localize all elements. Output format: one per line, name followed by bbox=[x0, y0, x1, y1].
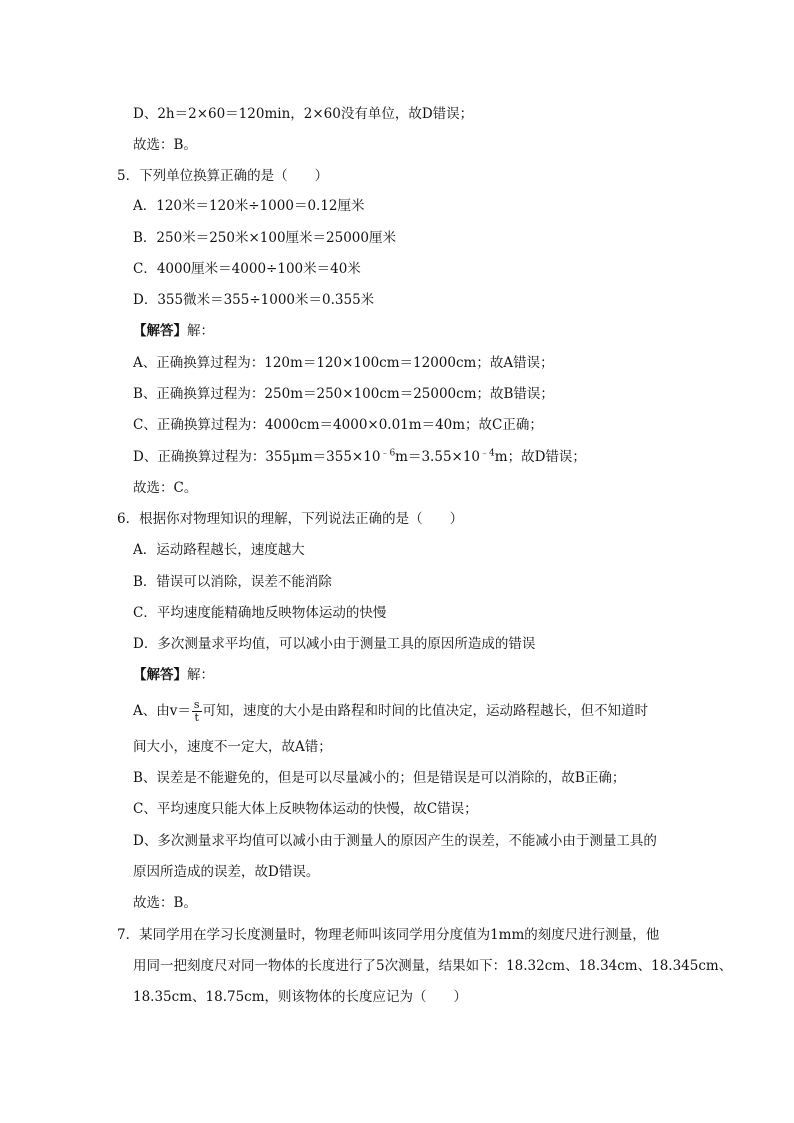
q5-answer-heading bbox=[133, 321, 214, 341]
q6-explanation-b: B、误差是不能避免的，但是可以尽量减小的；但是错误是可以消除的，故B正确； bbox=[133, 770, 626, 786]
q5-expd-post: m；故D错误； bbox=[494, 449, 586, 465]
q5-expd-exponent-2: ﹣4 bbox=[480, 448, 495, 459]
q6-expa-pre: A、由v＝ bbox=[133, 703, 191, 719]
q6-expa-post: 可知，速度的大小是由路程和时间的比值决定，运动路程越长，但不知道时 bbox=[202, 703, 649, 719]
q6-stem: 6．根据你对物理知识的理解，下列说法正确的是（ ） bbox=[117, 511, 464, 527]
velocity-fraction bbox=[192, 699, 202, 724]
q5-option-c: C．4000厘米＝4000÷100米＝40米 bbox=[133, 261, 361, 277]
q5-explanation-d bbox=[133, 447, 586, 467]
q5-expd-exponent-1: ﹣6 bbox=[380, 448, 396, 459]
q5-stem: 5．下列单位换算正确的是（ ） bbox=[117, 168, 329, 184]
q5-explanation-a: A、正确换算过程为：120m＝120×100cm＝12000cm；故A错误； bbox=[133, 355, 554, 371]
q4-explanation-d: D、2h＝2×60＝120min，2×60没有单位，故D错误； bbox=[133, 106, 474, 122]
q6-option-c: C．平均速度能精确地反映物体运动的快慢 bbox=[133, 605, 387, 621]
q5-explanation-b: B、正确换算过程为：250m＝250×100cm＝25000cm；故B错误； bbox=[133, 386, 554, 402]
fraction-numerator: s bbox=[193, 698, 200, 711]
answer-label: 【解答】 bbox=[133, 323, 187, 339]
q6-explanation-d-2: 原因所造成的误差，故D错误。 bbox=[133, 864, 320, 880]
q5-explanation-c: C、正确换算过程为：4000cm＝4000×0.01m＝40m；故C正确； bbox=[133, 417, 543, 433]
q6-option-d: D．多次测量求平均值，可以减小由于测量工具的原因所造成的错误 bbox=[133, 636, 536, 652]
q5-option-a: A．120米＝120米÷1000＝0.12厘米 bbox=[133, 198, 365, 214]
q5-option-d: D．355微米＝355÷1000米＝0.355米 bbox=[133, 292, 375, 308]
q6-answer-heading bbox=[133, 665, 214, 685]
q7-stem-line-2: 用同一把刻度尺对同一物体的长度进行了5次测量，结果如下：18.32cm、18.34cm、18.345cm、 bbox=[133, 958, 733, 974]
q5-expd-mid: m＝3.55×10 bbox=[395, 449, 481, 465]
q5-choice: 故选：C。 bbox=[133, 480, 198, 496]
q7-stem-line-3: 18.35cm、18.75cm，则该物体的长度应记为（ ） bbox=[133, 989, 468, 1005]
q6-explanation-a-cont: 间大小，速度不一定大，故A错； bbox=[133, 739, 332, 755]
q6-explanation-d-1: D、多次测量求平均值可以减小由于测量人的原因产生的误差，不能减小由于测量工具的 bbox=[133, 833, 657, 849]
q6-explanation-c: C、平均速度只能大体上反映物体运动的快慢，故C错误； bbox=[133, 801, 478, 817]
q6-option-a: A．运动路程越长，速度越大 bbox=[133, 542, 305, 558]
fraction-denominator: t bbox=[194, 711, 199, 724]
q4-choice: 故选：B。 bbox=[133, 137, 197, 153]
answer-suffix: 解： bbox=[187, 323, 214, 339]
q6-explanation-a bbox=[133, 699, 648, 724]
q5-option-b: B．250米＝250米×100厘米＝25000厘米 bbox=[133, 230, 396, 246]
q5-expd-pre: D、正确换算过程为：355μm＝355×10 bbox=[133, 449, 381, 465]
answer-label: 【解答】 bbox=[133, 667, 187, 683]
q6-option-b: B．错误可以消除，误差不能消除 bbox=[133, 574, 332, 590]
q7-stem-line-1: 7．某同学用在学习长度测量时，物理老师叫该同学用分度值为1mm的刻度尺进行测量，他 bbox=[117, 927, 660, 943]
q6-choice: 故选：B。 bbox=[133, 895, 197, 911]
answer-suffix: 解： bbox=[187, 667, 214, 683]
